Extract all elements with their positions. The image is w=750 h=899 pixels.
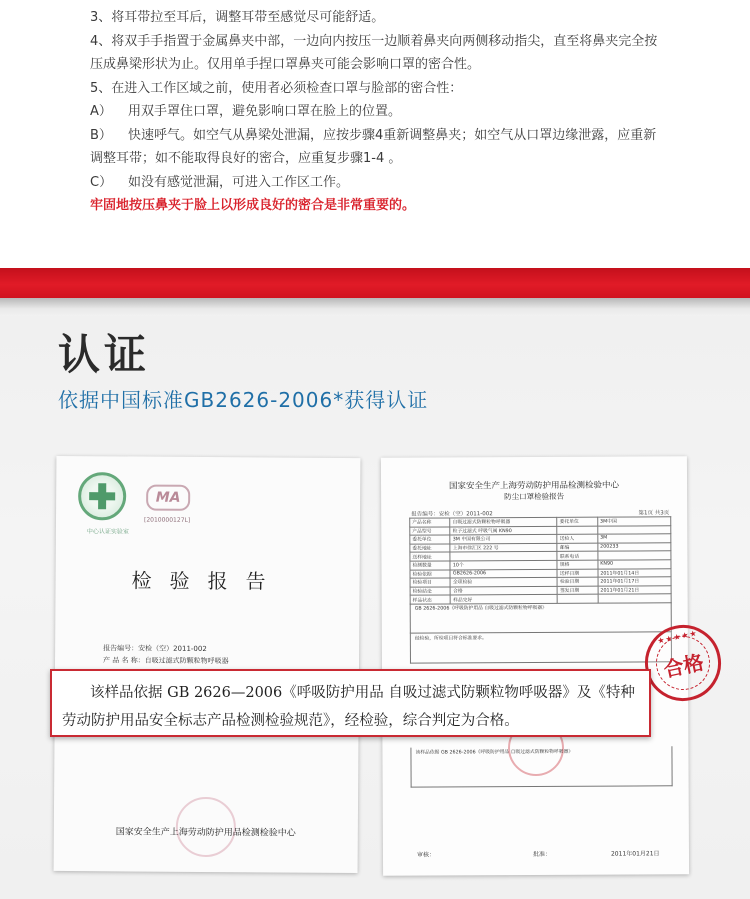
report-page-ref: 报告编号：安检（空）2011-002 (411, 511, 493, 518)
table-cell: 联系电话 (557, 552, 597, 561)
report-number: 报告编号：安检（空）2011-002 (103, 644, 207, 653)
instruction-step-4-line-2: 压成鼻梁形状为止。仅用单手捏口罩鼻夹可能会影响口罩的密合性。 (90, 57, 481, 72)
table-cell: 送检人 (557, 534, 597, 543)
sub-a-text: 用双手罩住口罩，避免影响口罩在脸上的位置。 (128, 104, 402, 119)
table-cell: 委托单位 (557, 517, 597, 526)
table-cell: 3M (598, 534, 671, 543)
table-cell: 样品状态 (410, 595, 450, 604)
table-cell: 产品型号 (410, 527, 450, 536)
report-title: 检验报告 (131, 568, 284, 594)
table-cell: 2011年01月17日 (598, 577, 671, 586)
conclusion-callout (50, 669, 651, 737)
instruction-step-3: 3、将耳带拉至耳后，调整耳带至感觉尽可能舒适。 (90, 10, 385, 25)
certification-title: 认证 (58, 330, 151, 379)
sub-c-text: 如没有感觉泄漏，可进入工作区工作。 (128, 174, 350, 190)
table-cell: GB2626-2006 (450, 569, 557, 578)
band-spacer (0, 246, 750, 268)
instruction-step-4-line-1: 4、将双手手指置于金属鼻夹中部，一边向内按压一边顺着鼻夹向两侧移动指尖，直至将鼻夹完全按 (90, 33, 658, 49)
report-block-standard: GB 2626-2006《呼吸防护用品 自吸过滤式防颗粒物呼吸器》 (410, 602, 672, 633)
table-cell: 委托地址 (410, 544, 450, 553)
instruction-sub-b (90, 124, 730, 148)
inspection-report-cover (54, 456, 361, 873)
sub-c-key: C） (90, 174, 113, 190)
table-cell: KN90 (598, 560, 671, 569)
table-cell: 10个 (450, 560, 557, 569)
seal-stars: ★★★★★ (656, 628, 699, 646)
table-cell: 样品完好 (451, 595, 558, 604)
report-page-header: 国家安全生产上海劳动防护用品检测检验中心 (449, 480, 620, 492)
table-cell: 合格 (450, 586, 557, 595)
table-cell: 3M 中国有限公司 (450, 535, 557, 544)
table-cell: 2011年01月14日 (598, 568, 671, 577)
report-meta (103, 642, 229, 667)
table-cell: 200233 (598, 543, 671, 552)
callout-line-2: 劳动防护用品安全标志产品检测检验规范》，经检验，综合判定为合格。 (62, 713, 519, 729)
certification-subtitle: 依据中国标准GB2626-2006*获得认证 (58, 388, 429, 412)
ma-logo-icon: MA (146, 485, 190, 511)
report-product-name: 产 品 名 称：自吸过滤式防颗粒物呼吸器 (102, 656, 229, 666)
red-divider-band (0, 268, 750, 298)
band-shadow (0, 298, 750, 316)
seal-text: 合格 (661, 650, 706, 682)
report-page-number: 第1页 共3页 (638, 510, 670, 517)
table-cell: 检验结论 (410, 587, 450, 596)
table-cell: 委托单位 (410, 535, 450, 544)
instruction-step-5: 5、在进入工作区域之前，使用者必须检查口罩与脸部的密合性： (90, 80, 463, 96)
sub-b-text-line-1: 快速呼气。如空气从鼻梁处泄漏，应按步骤4重新调整鼻夹；如空气从口罩边缘泄露，应重新 (128, 127, 657, 143)
green-cross-logo-icon (78, 472, 126, 520)
table-cell: 检验项目 (410, 578, 450, 587)
instructions-block (90, 0, 730, 218)
sub-b-key: B） (90, 127, 112, 143)
report-review-signature: 审核： (416, 851, 436, 859)
table-cell: 签发日期 (557, 586, 597, 595)
inspection-report-page (381, 456, 689, 876)
report-issuer: 国家安全生产上海劳动防护用品检测检验中心 (115, 827, 296, 839)
table-cell (598, 525, 671, 534)
table-cell: 产品名称 (410, 518, 450, 527)
logo-caption: 中心认证实验室 (86, 528, 129, 536)
table-cell: 全项检验 (450, 578, 557, 587)
report-block-conclusion: 该样品依据 GB 2626-2006《呼吸防护用品 自吸过滤式防颗粒物呼吸器》 (410, 746, 672, 787)
table-cell: 2011年01月21日 (598, 586, 671, 595)
report-approve-signature: 批准： (532, 850, 552, 859)
report-sign-date: 2011年01月21日 (610, 850, 660, 858)
table-cell: 自吸过滤式防颗粒物呼吸器 (450, 517, 557, 526)
table-cell: 3M中国 (598, 517, 671, 526)
table-cell: 检验日期 (557, 577, 597, 586)
table-cell: 送样日期 (557, 569, 597, 578)
report-table (409, 516, 671, 604)
report-block-result: 经检验，所检项目符合标准要求。 (410, 632, 672, 663)
table-cell: 粒子过滤式 呼吸气阀 KN90 (450, 526, 557, 535)
instruction-sub-a (90, 100, 730, 124)
table-cell: 检验依据 (410, 570, 450, 579)
table-cell: 送样地址 (410, 552, 450, 561)
callout-line-1: 该样品依据 GB 2626—2006《呼吸防护用品 自吸过滤式防颗粒物呼吸器》及《特种 (90, 685, 635, 701)
table-cell: 上海市徐汇区 222 号 (450, 543, 557, 552)
instruction-sub-c (90, 171, 730, 195)
table-cell: 检测数量 (410, 561, 450, 570)
sub-a-key: A） (90, 104, 112, 119)
table-cell: 规格 (557, 560, 597, 569)
table-cell (557, 526, 597, 535)
table-cell (598, 551, 671, 560)
sub-b-text-line-2: 调整耳带；如不能取得良好的密合，应重复步骤1-4 。 (90, 151, 402, 166)
ma-code: [2010000127L] (143, 516, 191, 524)
table-cell: 邮编 (557, 543, 597, 552)
warning-text: 牢固地按压鼻夹于脸上以形成良好的密合是非常重要的。 (90, 198, 416, 213)
report-page-subheader: 防尘口罩检验报告 (504, 491, 565, 502)
